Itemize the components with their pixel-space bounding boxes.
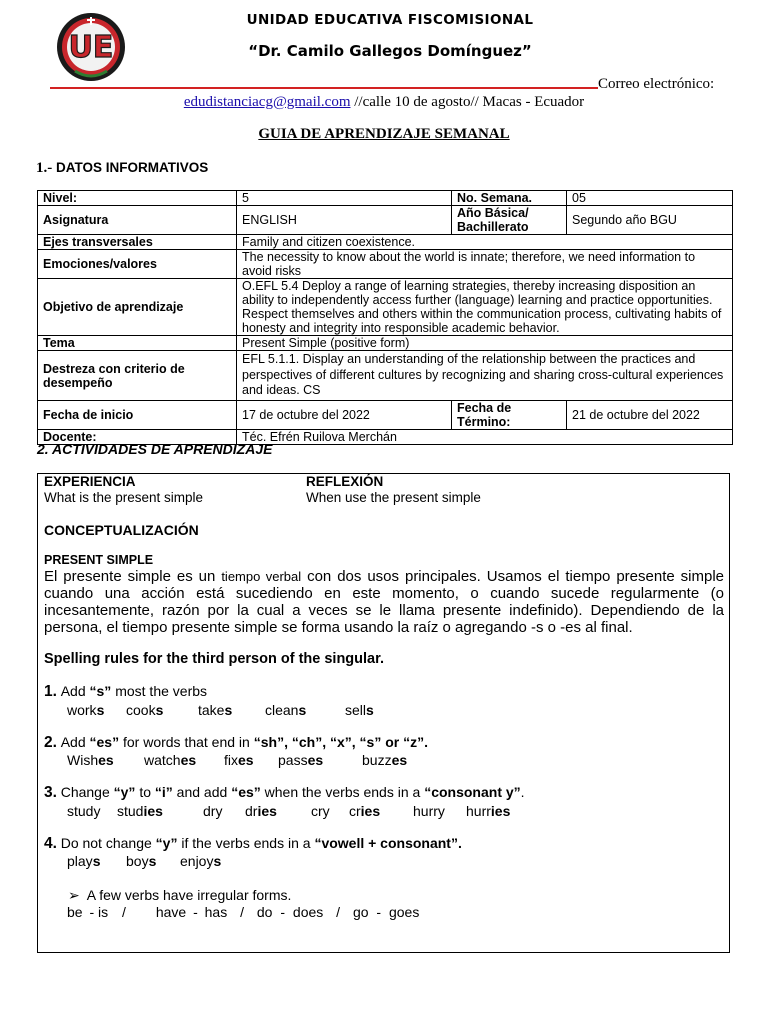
experiencia-label: EXPERIENCIA	[44, 474, 136, 489]
rule-4: 4. Do not change “y” if the verbs ends in a “vowell + consonant”.	[44, 835, 462, 852]
irregular-note: ➢ A few verbs have irregular forms.	[68, 887, 292, 903]
list-item: Wishes	[67, 752, 114, 768]
table-row	[38, 351, 733, 401]
guide-title: GUIA DE APRENDIZAJE SEMANAL	[258, 126, 510, 142]
termino-label: Fecha de Término:	[452, 401, 567, 430]
asignatura-value: ENGLISH	[237, 206, 452, 235]
table-row	[38, 250, 733, 279]
school-name: UNIDAD EDUCATIVA FISCOMISIONAL	[246, 12, 534, 28]
list-item: study	[67, 803, 101, 819]
inicio-label: Fecha de inicio	[38, 401, 237, 430]
inicio-value: 17 de octubre del 2022	[237, 401, 452, 430]
table-row	[38, 401, 733, 430]
emociones-value: The necessity to know about the world is innate; therefore, we need information to avoid risks	[237, 250, 733, 279]
logo-text: UE	[68, 30, 114, 65]
email-link[interactable]: edudistanciacg@gmail.com	[183, 94, 351, 110]
list-item: hurries	[466, 803, 511, 819]
list-item: takes	[198, 702, 233, 718]
anio-value: Segundo año BGU	[567, 206, 733, 235]
ejes-label: Ejes transversales	[38, 235, 237, 250]
table-row	[38, 336, 733, 351]
semana-label: No. Semana.	[452, 191, 567, 206]
docente-label: Docente:	[38, 430, 237, 445]
list-item: studies	[117, 803, 163, 819]
asignatura-label: Asignatura	[38, 206, 237, 235]
header-divider	[50, 87, 598, 89]
reflexion-text: When use the present simple	[306, 490, 481, 505]
school-patron: “Dr. Camilo Gallegos Domínguez”	[248, 42, 532, 60]
present-simple-heading: PRESENT SIMPLE	[44, 553, 154, 567]
conceptualizacion-heading: CONCEPTUALIZACIÓN	[44, 522, 199, 538]
list-item: dry	[203, 803, 223, 819]
tema-label: Tema	[38, 336, 237, 351]
section-1-title: 1.- DATOS INFORMATIVOS	[36, 160, 209, 176]
irregular-forms: be - is / have - has / do - does / go - goes	[67, 904, 420, 920]
emociones-label: Emociones/valores	[38, 250, 237, 279]
nivel-value: 5	[237, 191, 452, 206]
destreza-value: EFL 5.1.1. Display an understanding of the relationship between the practices and perspectives of different cultures by recognizing and sharing cross-cultural experiences and ideas. CS	[237, 351, 733, 401]
list-item: fixes	[224, 752, 254, 768]
termino-value: 21 de octubre del 2022	[567, 401, 733, 430]
rule-2: 2. Add “es” for words that end in “sh”, “ch”, “x”, “s” or “z”.	[44, 734, 428, 751]
list-item: cooks	[126, 702, 164, 718]
nivel-label: Nivel:	[38, 191, 237, 206]
rule-3: 3. Change “y” to “i” and add “es” when the verbs ends in a “consonant y”.	[44, 784, 525, 801]
list-item: works	[67, 702, 105, 718]
destreza-label: Destreza con criterio de desempeño	[38, 351, 237, 401]
list-item: passes	[278, 752, 324, 768]
docente-value: Téc. Efrén Ruilova Merchán	[237, 430, 733, 445]
list-item: watches	[144, 752, 197, 768]
tema-value: Present Simple (positive form)	[237, 336, 733, 351]
anio-label: Año Básica/ Bachillerato	[452, 206, 567, 235]
contact-label: Correo electrónico:	[598, 76, 715, 92]
list-item: cries	[349, 803, 381, 819]
reflexion-label: REFLEXIÓN	[306, 474, 384, 489]
contact-line	[0, 94, 768, 111]
objetivo-value: O.EFL 5.4 Deploy a range of learning strategies, thereby increasing disposition an ability to independently access further (language) learning and practice opportunities. Respect themselves and others within the communication process, cultivating habits of honesty and integrity into responsible academic behavior.	[237, 279, 733, 336]
list-item: enjoys	[180, 853, 222, 869]
list-item: cleans	[265, 702, 307, 718]
table-row	[38, 279, 733, 336]
rule-1: 1. Add “s” most the verbs	[44, 683, 208, 700]
arrow-bullet-icon: ➢	[68, 887, 80, 903]
semana-value: 05	[567, 191, 733, 206]
list-item: boys	[126, 853, 157, 869]
list-item: sells	[345, 702, 374, 718]
list-item: cry	[311, 803, 330, 819]
ejes-value: Family and citizen coexistence.	[237, 235, 733, 250]
table-row	[38, 206, 733, 235]
experiencia-text: What is the present simple	[44, 490, 204, 505]
section-2-title: 2. ACTIVIDADES DE APRENDIZAJE	[37, 441, 273, 457]
list-item: dries	[245, 803, 277, 819]
school-logo	[55, 11, 127, 83]
activities-box	[37, 473, 730, 953]
table-row	[38, 191, 733, 206]
spelling-rules-heading: Spelling rules for the third person of the singular.	[44, 651, 384, 667]
objetivo-label: Objetivo de aprendizaje	[38, 279, 237, 336]
list-item: plays	[67, 853, 101, 869]
list-item: hurry	[413, 803, 445, 819]
present-simple-paragraph: El presente simple es un tiempo verbal con dos usos principales. Usamos el tiempo presente simple cuando una acción está sucediendo en este momento, o cuando sucede regularmente (o incesantemente, razón por la cual a veces se le llama presente indefinido). Dependiendo de la persona, el tiempo presente simple se forma usando la raíz o agregando -s o -es al final.	[44, 568, 724, 636]
address: //calle 10 de agosto// Macas - Ecuador	[350, 94, 585, 110]
info-table	[37, 190, 733, 445]
list-item: buzzes	[362, 752, 408, 768]
table-row	[38, 235, 733, 250]
